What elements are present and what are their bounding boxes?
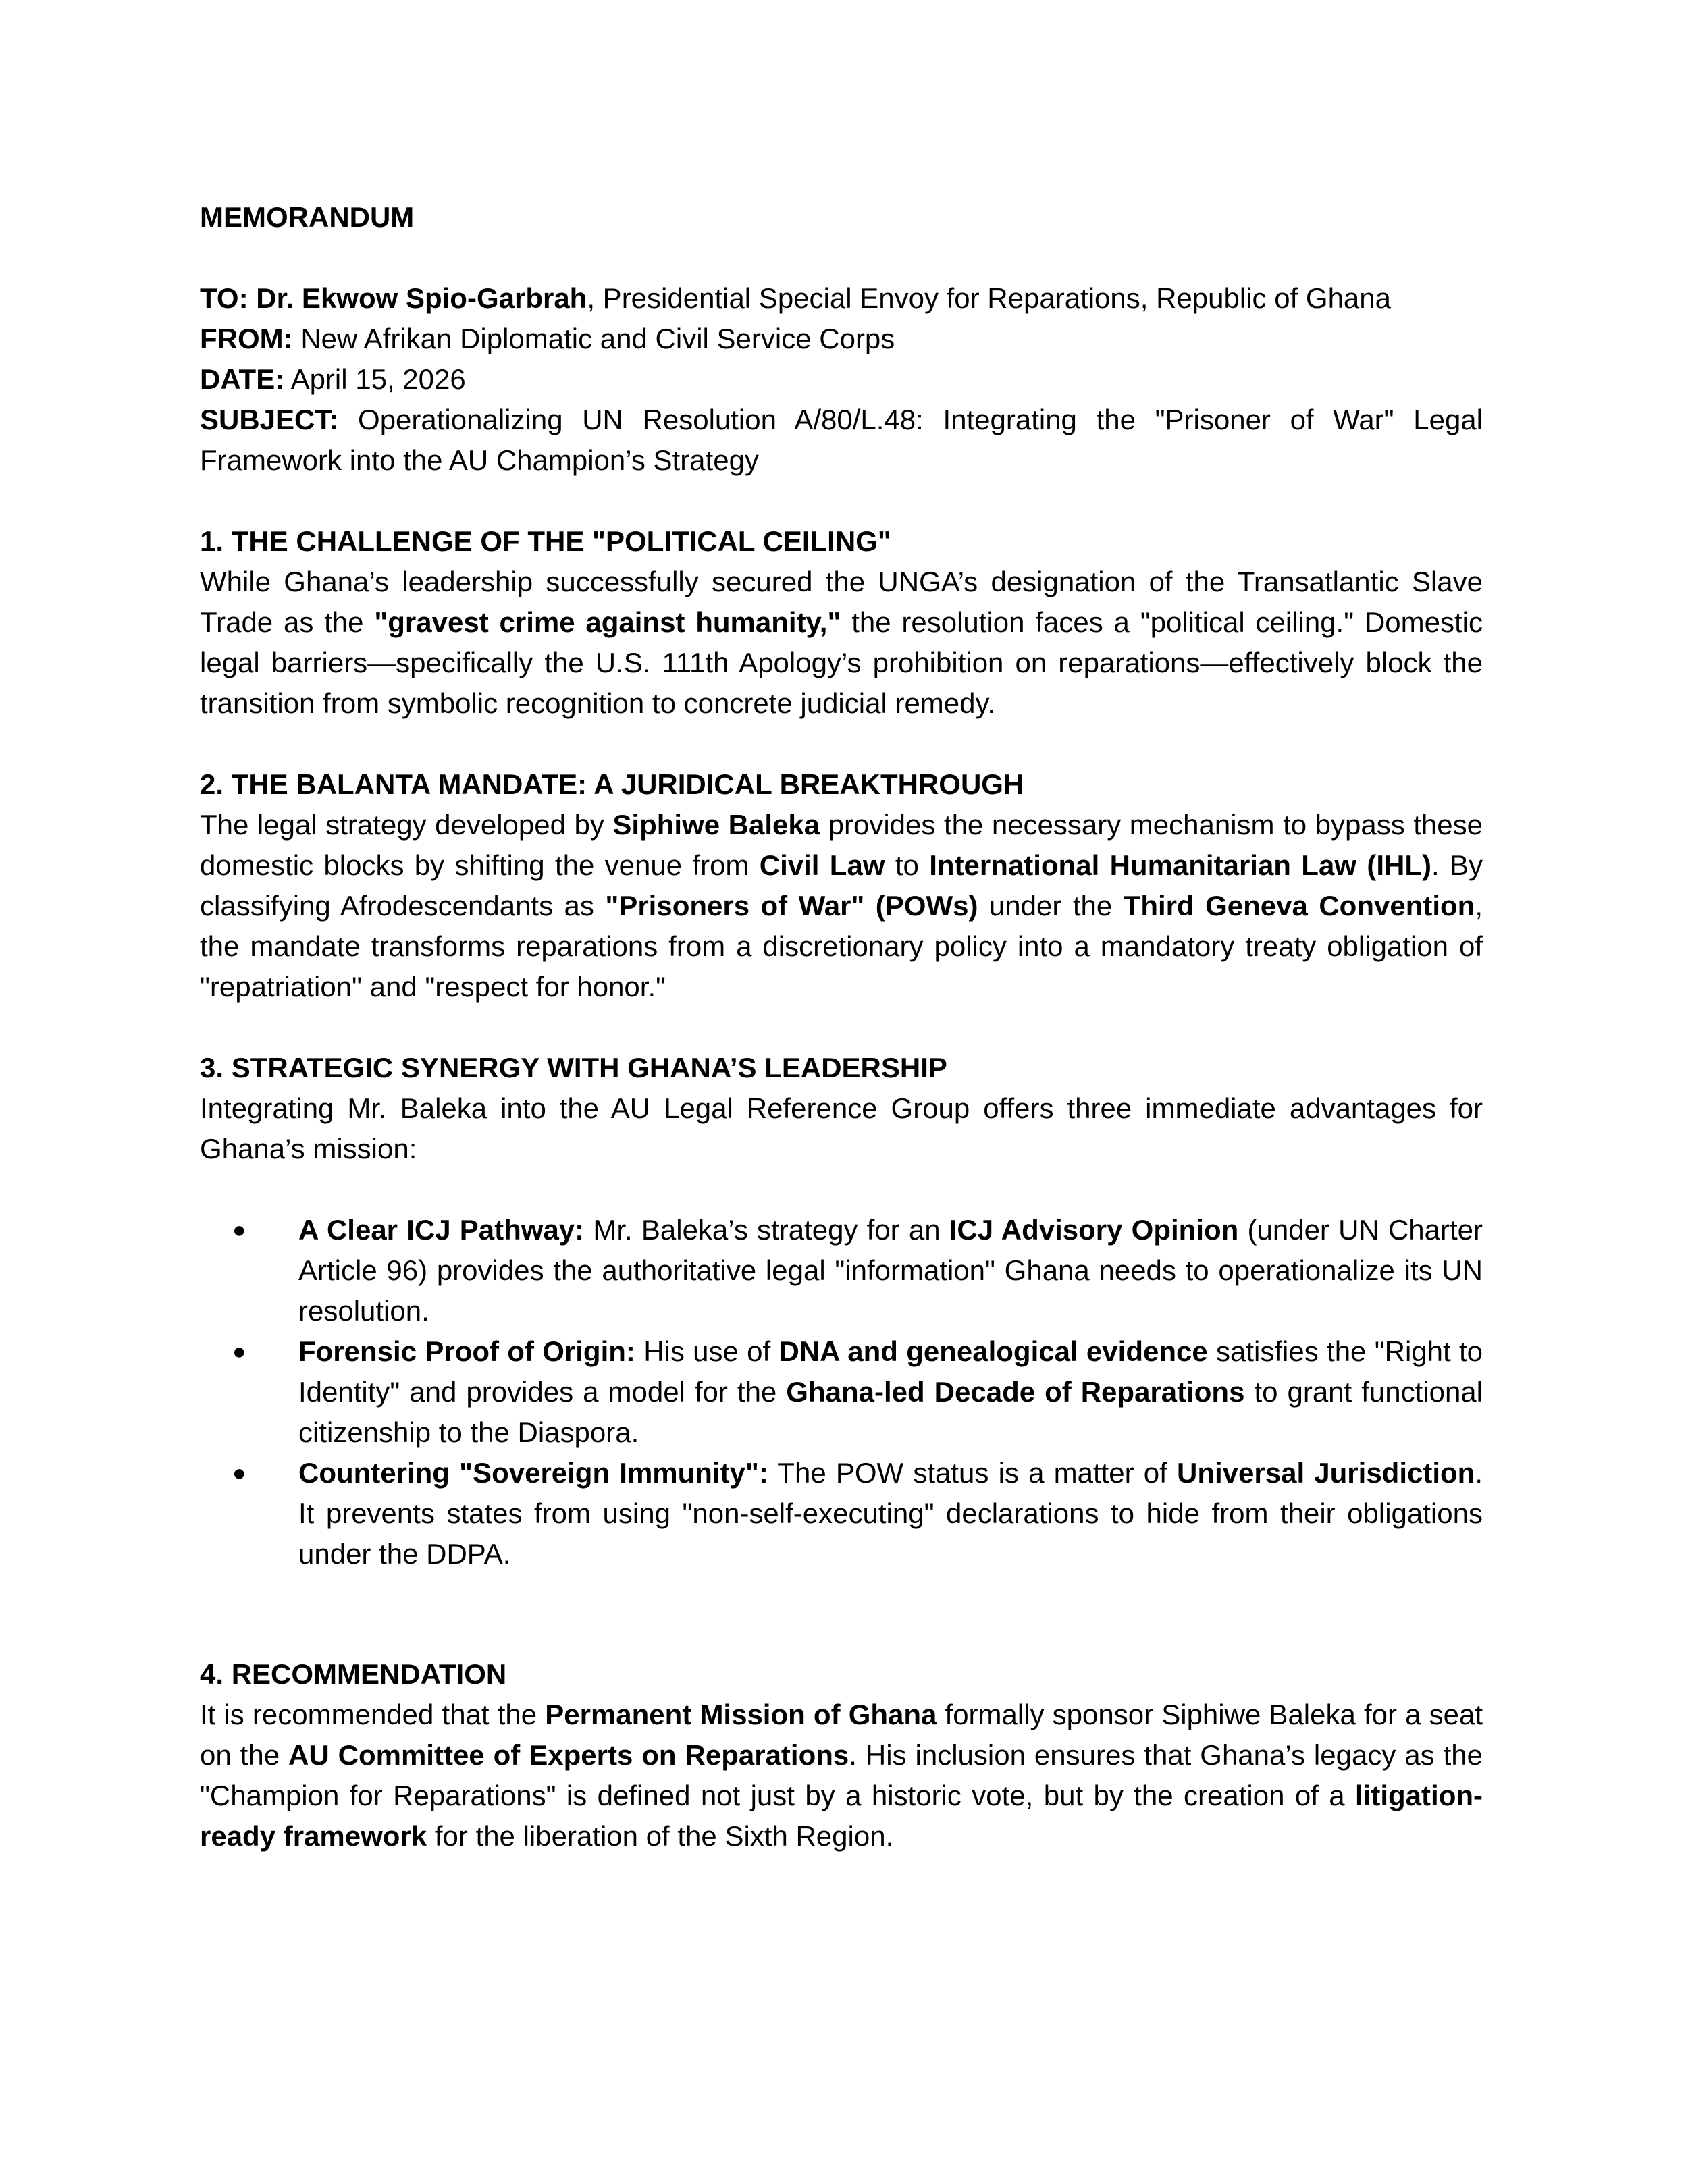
spacer (200, 238, 1483, 278)
subject-value: Operationalizing UN Resolution A/80/L.48: Integrating the "Prisoner of War" Legal Framework into the AU Champion’s Strategy (200, 404, 1483, 476)
spacer (200, 724, 1483, 764)
text-run: . It prevents states from using "non-self-executing" declarations to hide from their obligations under the DDPA. (298, 1457, 1483, 1570)
text-run: formally sponsor Siphiwe Baleka for a seat on the (200, 1699, 1483, 1771)
bold-run: DNA and genealogical evidence (779, 1335, 1208, 1367)
bold-run: A Clear ICJ Pathway: (298, 1214, 585, 1246)
bullet-icon: ● (232, 1460, 246, 1486)
from-value: New Afrikan Diplomatic and Civil Service Corps (300, 323, 895, 354)
memo-to-line (200, 278, 1483, 319)
text-run: for the liberation of the Sixth Region. (427, 1820, 894, 1852)
to-name: Dr. Ekwow Spio-Garbrah (256, 282, 587, 314)
section-2-paragraph (200, 805, 1483, 1007)
list-item (200, 1331, 1483, 1453)
section-2-heading: 2. THE BALANTA MANDATE: A JURIDICAL BREAKTHROUGH (200, 768, 1024, 800)
text-run: . His inclusion ensures that Ghana’s legacy as the "Champion for Reparations" is defined not just by a historic vote, but by the creation of a (200, 1739, 1483, 1811)
list-item (200, 1210, 1483, 1331)
bold-run: litigation-ready framework (200, 1780, 1483, 1852)
section-3-heading: 3. STRATEGIC SYNERGY WITH GHANA’S LEADERSHIP (200, 1052, 947, 1084)
bold-run: AU Committee of Experts on Reparations (288, 1739, 849, 1771)
text-run: satisfies the "Right to Identity" and provides a model for the (298, 1335, 1483, 1408)
text-run: , the mandate transforms reparations from a discretionary policy into a mandatory treaty obligation of "repatriation" and "respect for honor." (200, 890, 1483, 1003)
date-label: DATE: (200, 363, 285, 395)
section-4-heading: 4. RECOMMENDATION (200, 1658, 507, 1690)
spacer (200, 481, 1483, 521)
text-run: Mr. Baleka’s strategy for an (584, 1214, 949, 1246)
memo-date-line (200, 359, 1483, 400)
bold-run: Permanent Mission of Ghana (545, 1699, 937, 1730)
bold-run: "gravest crime against humanity," (374, 606, 841, 638)
memo-subject-line (200, 400, 1483, 481)
bold-run: "Prisoners of War" (POWs) (605, 890, 978, 922)
bold-run: Civil Law (759, 849, 885, 881)
bold-run: Third Geneva Convention (1123, 890, 1475, 922)
memo-from-line (200, 319, 1483, 359)
bold-run: Forensic Proof of Origin: (298, 1335, 635, 1367)
text-run: The POW status is a matter of (768, 1457, 1178, 1489)
bullet-icon: ● (232, 1339, 246, 1364)
bold-run: Universal Jurisdiction (1177, 1457, 1475, 1489)
section-1-paragraph (200, 562, 1483, 724)
text-run: the resolution faces a "political ceiling." Domestic legal barriers—specifically the U.S. 111th Apology’s prohibition on reparations—effectively block the transition from symbolic recognition to concrete judicial remedy. (200, 606, 1483, 719)
bold-run: Countering "Sovereign Immunity": (298, 1457, 768, 1489)
text-run: provides the necessary mechanism to bypass these domestic blocks by shifting the venue from (200, 809, 1483, 881)
section-4-paragraph (200, 1695, 1483, 1857)
text-run: It is recommended that the (200, 1699, 546, 1730)
subject-label: SUBJECT: (200, 404, 339, 435)
section-3-intro: Integrating Mr. Baleka into the AU Legal Reference Group offers three immediate advantages for Ghana’s mission: (200, 1092, 1483, 1165)
text-run: . By classifying Afrodescendants as (200, 849, 1483, 922)
to-label: TO: (200, 282, 248, 314)
text-run: to (885, 849, 930, 881)
bold-run: Siphiwe Baleka (612, 809, 820, 841)
text-run: to grant functional citizenship to the Diaspora. (298, 1376, 1483, 1448)
bold-run: ICJ Advisory Opinion (949, 1214, 1239, 1246)
bold-run: Ghana-led Decade of Reparations (786, 1376, 1245, 1408)
memo-page (200, 197, 1483, 1857)
text-run: His use of (635, 1335, 779, 1367)
spacer (200, 1007, 1483, 1048)
advantages-list (200, 1210, 1483, 1574)
text-run: (under UN Charter Article 96) provides the authoritative legal "information" Ghana needs to operationalize its UN resolution. (298, 1214, 1483, 1327)
section-1-heading: 1. THE CHALLENGE OF THE "POLITICAL CEILING" (200, 525, 891, 557)
memo-title: MEMORANDUM (200, 201, 415, 233)
spacer (200, 1574, 1483, 1654)
from-label: FROM: (200, 323, 293, 354)
list-item (200, 1453, 1483, 1574)
text-run: under the (978, 890, 1124, 922)
date-value: April 15, 2026 (290, 363, 466, 395)
bold-run: International Humanitarian Law (IHL) (929, 849, 1431, 881)
bullet-icon: ● (232, 1217, 246, 1243)
text-run: The legal strategy developed by (200, 809, 613, 841)
to-rest: , Presidential Special Envoy for Reparations, Republic of Ghana (587, 282, 1392, 314)
text-run: While Ghana’s leadership successfully secured the UNGA’s designation of the Transatlantic Slave Trade as the (200, 566, 1483, 638)
